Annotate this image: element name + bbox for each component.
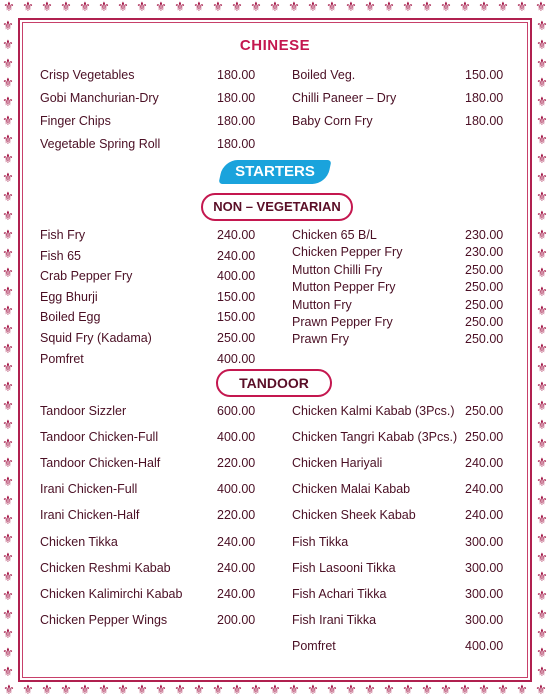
fleur-de-lis-icon: ⚜ xyxy=(536,608,548,623)
fleur-de-lis-icon: ⚜ xyxy=(269,0,281,15)
fleur-de-lis-icon: ⚜ xyxy=(516,0,528,15)
fleur-de-lis-icon: ⚜ xyxy=(536,646,548,661)
fleur-de-lis-icon: ⚜ xyxy=(193,683,205,698)
fleur-de-lis-icon: ⚜ xyxy=(383,683,395,698)
menu-item-price: 400.00 xyxy=(217,430,256,445)
fleur-de-lis-icon: ⚜ xyxy=(536,133,548,148)
fleur-de-lis-icon: ⚜ xyxy=(174,683,186,698)
menu-item-price: 180.00 xyxy=(217,137,256,151)
menu-item-price: 150.00 xyxy=(217,289,256,304)
menu-item-price: 240.00 xyxy=(465,482,504,497)
fleur-de-lis-icon: ⚜ xyxy=(117,0,129,15)
fleur-de-lis-icon: ⚜ xyxy=(2,76,14,91)
menu-item-price: 180.00 xyxy=(465,114,504,128)
fleur-de-lis-icon: ⚜ xyxy=(497,683,509,698)
section-title-starters: STARTERS xyxy=(235,163,315,180)
fleur-de-lis-icon: ⚜ xyxy=(536,380,548,395)
menu-item-name: Boiled Veg. xyxy=(292,68,356,82)
fleur-de-lis-icon: ⚜ xyxy=(536,304,548,319)
fleur-de-lis-icon: ⚜ xyxy=(459,0,471,15)
menu-item-name: Prawn Pepper Fry xyxy=(292,315,393,329)
fleur-de-lis-icon: ⚜ xyxy=(2,589,14,604)
menu-item-price: 240.00 xyxy=(217,586,256,601)
fleur-de-lis-icon: ⚜ xyxy=(269,683,281,698)
fleur-de-lis-icon: ⚜ xyxy=(2,209,14,224)
fleur-de-lis-icon: ⚜ xyxy=(536,38,548,53)
fleur-de-lis-icon: ⚜ xyxy=(421,0,433,15)
menu-item-name: Tandoor Chicken-Half xyxy=(40,456,161,471)
fleur-de-lis-icon: ⚜ xyxy=(2,513,14,528)
menu-item-name: Finger Chips xyxy=(40,114,111,128)
menu-item-price: 180.00 xyxy=(217,68,256,82)
fleur-de-lis-icon: ⚜ xyxy=(536,627,548,642)
fleur-de-lis-icon: ⚜ xyxy=(2,304,14,319)
fleur-de-lis-icon: ⚜ xyxy=(155,683,167,698)
fleur-de-lis-icon: ⚜ xyxy=(459,683,471,698)
fleur-de-lis-icon: ⚜ xyxy=(3,0,15,15)
menu-item-price: 250.00 xyxy=(465,280,504,295)
menu-item-price: 400.00 xyxy=(217,482,256,497)
fleur-de-lis-icon: ⚜ xyxy=(155,0,167,15)
fleur-de-lis-icon: ⚜ xyxy=(536,437,548,452)
fleur-de-lis-icon: ⚜ xyxy=(536,494,548,509)
fleur-de-lis-icon: ⚜ xyxy=(536,266,548,281)
menu-item-name: Chilli Paneer – Dry xyxy=(292,91,397,105)
fleur-de-lis-icon: ⚜ xyxy=(536,456,548,471)
menu-item-price: 300.00 xyxy=(465,560,504,575)
fleur-de-lis-icon: ⚜ xyxy=(3,683,15,698)
fleur-de-lis-icon: ⚜ xyxy=(536,323,548,338)
menu-item-name: Fish Achari Tikka xyxy=(292,586,387,601)
menu-item-price: 200.00 xyxy=(217,612,256,627)
menu-item-name: Fish Lasooni Tikka xyxy=(292,560,396,575)
menu-item-name: Fish Fry xyxy=(40,228,86,242)
fleur-de-lis-icon: ⚜ xyxy=(536,228,548,243)
menu-item-price: 180.00 xyxy=(217,114,256,128)
fleur-de-lis-icon: ⚜ xyxy=(2,361,14,376)
fleur-de-lis-icon: ⚜ xyxy=(440,683,452,698)
fleur-de-lis-icon: ⚜ xyxy=(536,551,548,566)
fleur-de-lis-icon: ⚜ xyxy=(536,190,548,205)
menu-item-price: 250.00 xyxy=(465,430,504,445)
menu-item-price: 240.00 xyxy=(465,508,504,523)
fleur-de-lis-icon: ⚜ xyxy=(402,0,414,15)
menu-item-price: 240.00 xyxy=(217,248,256,263)
fleur-de-lis-icon: ⚜ xyxy=(231,0,243,15)
section-title-tandoor: TANDOOR xyxy=(216,369,332,397)
fleur-de-lis-icon: ⚜ xyxy=(41,0,53,15)
menu-item-price: 150.00 xyxy=(217,310,256,325)
fleur-de-lis-icon: ⚜ xyxy=(536,209,548,224)
menu-item-price: 150.00 xyxy=(465,68,504,82)
fleur-de-lis-icon: ⚜ xyxy=(2,114,14,129)
menu-item-price: 240.00 xyxy=(217,560,256,575)
fleur-de-lis-icon: ⚜ xyxy=(536,513,548,528)
fleur-de-lis-icon: ⚜ xyxy=(174,0,186,15)
fleur-de-lis-icon: ⚜ xyxy=(2,551,14,566)
menu-item-name: Gobi Manchurian-Dry xyxy=(40,91,159,105)
fleur-de-lis-icon: ⚜ xyxy=(250,683,262,698)
fleur-de-lis-icon: ⚜ xyxy=(2,247,14,262)
fleur-de-lis-icon: ⚜ xyxy=(2,19,14,34)
fleur-de-lis-icon: ⚜ xyxy=(98,683,110,698)
fleur-de-lis-icon: ⚜ xyxy=(326,0,338,15)
fleur-de-lis-icon: ⚜ xyxy=(364,683,376,698)
fleur-de-lis-icon: ⚜ xyxy=(536,418,548,433)
fleur-de-lis-icon: ⚜ xyxy=(536,665,548,680)
fleur-de-lis-icon: ⚜ xyxy=(383,0,395,15)
fleur-de-lis-icon: ⚜ xyxy=(364,0,376,15)
fleur-de-lis-icon: ⚜ xyxy=(136,0,148,15)
menu-item-price: 220.00 xyxy=(217,508,256,523)
fleur-de-lis-icon: ⚜ xyxy=(2,190,14,205)
fleur-de-lis-icon: ⚜ xyxy=(2,437,14,452)
menu-item-price: 230.00 xyxy=(465,228,504,242)
menu-item-name: Pomfret xyxy=(292,638,336,653)
menu-item-name: Chicken Kalimirchi Kabab xyxy=(40,586,183,601)
fleur-de-lis-icon: ⚜ xyxy=(536,171,548,186)
fleur-de-lis-icon: ⚜ xyxy=(307,683,319,698)
menu-item-price: 400.00 xyxy=(217,269,256,284)
menu-item-price: 600.00 xyxy=(217,404,256,418)
fleur-de-lis-icon: ⚜ xyxy=(345,683,357,698)
fleur-de-lis-icon: ⚜ xyxy=(2,665,14,680)
menu-item-name: Squid Fry (Kadama) xyxy=(40,331,152,345)
fleur-de-lis-icon: ⚜ xyxy=(2,627,14,642)
fleur-de-lis-icon: ⚜ xyxy=(516,683,528,698)
menu-item-price: 240.00 xyxy=(217,228,256,242)
menu-item-price: 250.00 xyxy=(465,297,504,312)
menu-item-name: Chicken Pepper Fry xyxy=(292,245,403,260)
fleur-de-lis-icon: ⚜ xyxy=(288,683,300,698)
fleur-de-lis-icon: ⚜ xyxy=(2,399,14,414)
menu-item-name: Chicken Tikka xyxy=(40,534,118,549)
menu-item-price: 240.00 xyxy=(217,534,256,549)
fleur-de-lis-icon: ⚜ xyxy=(2,95,14,110)
fleur-de-lis-icon: ⚜ xyxy=(536,247,548,262)
fleur-de-lis-icon: ⚜ xyxy=(60,0,72,15)
menu-item-name: Chicken Malai Kabab xyxy=(292,482,411,497)
menu-item-name: Chicken Reshmi Kabab xyxy=(40,560,171,575)
fleur-de-lis-icon: ⚜ xyxy=(421,683,433,698)
fleur-de-lis-icon: ⚜ xyxy=(536,285,548,300)
menu-item-price: 300.00 xyxy=(465,612,504,627)
fleur-de-lis-icon: ⚜ xyxy=(536,532,548,547)
fleur-de-lis-icon: ⚜ xyxy=(2,475,14,490)
fleur-de-lis-icon: ⚜ xyxy=(2,323,14,338)
fleur-de-lis-icon: ⚜ xyxy=(117,683,129,698)
fleur-de-lis-icon: ⚜ xyxy=(402,683,414,698)
fleur-de-lis-icon: ⚜ xyxy=(2,133,14,148)
menu-item-price: 300.00 xyxy=(465,534,504,549)
menu-item-name: Chicken Kalmi Kabab (3Pcs.) xyxy=(292,404,455,418)
menu-item-name: Irani Chicken-Half xyxy=(40,508,140,523)
section-title-chinese: CHINESE xyxy=(239,37,311,54)
fleur-de-lis-icon: ⚜ xyxy=(2,342,14,357)
fleur-de-lis-icon: ⚜ xyxy=(288,0,300,15)
fleur-de-lis-icon: ⚜ xyxy=(79,683,91,698)
menu-item-name: Chicken Hariyali xyxy=(292,456,383,471)
menu-item-price: 300.00 xyxy=(465,586,504,601)
menu-item-name: Fish Irani Tikka xyxy=(292,612,377,627)
fleur-de-lis-icon: ⚜ xyxy=(2,456,14,471)
fleur-de-lis-icon: ⚜ xyxy=(536,57,548,72)
fleur-de-lis-icon: ⚜ xyxy=(60,683,72,698)
menu-item-name: Pomfret xyxy=(40,351,84,366)
menu-item-price: 400.00 xyxy=(217,351,256,366)
menu-item-price: 220.00 xyxy=(217,456,256,471)
fleur-de-lis-icon: ⚜ xyxy=(536,342,548,357)
menu-item-price: 250.00 xyxy=(465,315,504,329)
fleur-de-lis-icon: ⚜ xyxy=(231,683,243,698)
menu-item-price: 400.00 xyxy=(465,638,504,653)
menu-item-name: Prawn Fry xyxy=(292,332,349,347)
menu-item-name: Chicken Pepper Wings xyxy=(40,612,168,627)
menu-item-name: Boiled Egg xyxy=(40,310,101,325)
section-title-non-vegetarian: NON – VEGETARIAN xyxy=(201,193,353,221)
menu-item-name: Vegetable Spring Roll xyxy=(40,137,161,151)
fleur-de-lis-icon: ⚜ xyxy=(250,0,262,15)
fleur-de-lis-icon: ⚜ xyxy=(2,380,14,395)
fleur-de-lis-icon: ⚜ xyxy=(193,0,205,15)
menu-item-name: Mutton Pepper Fry xyxy=(292,280,396,295)
menu-item-price: 250.00 xyxy=(465,332,504,347)
menu-item-name: Mutton Chilli Fry xyxy=(292,262,383,277)
menu-item-price: 240.00 xyxy=(465,456,504,471)
fleur-de-lis-icon: ⚜ xyxy=(2,266,14,281)
fleur-de-lis-icon: ⚜ xyxy=(497,0,509,15)
fleur-de-lis-icon: ⚜ xyxy=(79,0,91,15)
fleur-de-lis-icon: ⚜ xyxy=(2,570,14,585)
fleur-de-lis-icon: ⚜ xyxy=(535,0,547,15)
menu-item-name: Fish Tikka xyxy=(292,534,349,549)
menu-item-name: Crisp Vegetables xyxy=(40,68,135,82)
fleur-de-lis-icon: ⚜ xyxy=(2,532,14,547)
menu-item-name: Tandoor Sizzler xyxy=(40,404,127,418)
fleur-de-lis-icon: ⚜ xyxy=(536,589,548,604)
fleur-de-lis-icon: ⚜ xyxy=(2,418,14,433)
fleur-de-lis-icon: ⚜ xyxy=(22,0,34,15)
fleur-de-lis-icon: ⚜ xyxy=(536,19,548,34)
fleur-de-lis-icon: ⚜ xyxy=(536,475,548,490)
fleur-de-lis-icon: ⚜ xyxy=(2,57,14,72)
fleur-de-lis-icon: ⚜ xyxy=(307,0,319,15)
fleur-de-lis-icon: ⚜ xyxy=(2,608,14,623)
menu-item-price: 180.00 xyxy=(217,91,256,105)
fleur-de-lis-icon: ⚜ xyxy=(536,152,548,167)
fleur-de-lis-icon: ⚜ xyxy=(536,399,548,414)
menu-item-name: Tandoor Chicken-Full xyxy=(40,430,159,445)
menu-item-price: 180.00 xyxy=(465,91,504,105)
fleur-de-lis-icon: ⚜ xyxy=(536,361,548,376)
fleur-de-lis-icon: ⚜ xyxy=(212,0,224,15)
menu-item-price: 250.00 xyxy=(465,262,504,277)
menu-item-name: Chicken Sheek Kabab xyxy=(292,508,416,523)
menu-item-name: Mutton Fry xyxy=(292,297,352,312)
fleur-de-lis-icon: ⚜ xyxy=(2,228,14,243)
fleur-de-lis-icon: ⚜ xyxy=(535,683,547,698)
menu-item-name: Fish 65 xyxy=(40,248,81,263)
fleur-de-lis-icon: ⚜ xyxy=(536,114,548,129)
fleur-de-lis-icon: ⚜ xyxy=(345,0,357,15)
menu-item-name: Baby Corn Fry xyxy=(292,114,373,128)
menu-item-price: 250.00 xyxy=(217,331,256,345)
menu-item-price: 230.00 xyxy=(465,245,504,260)
fleur-de-lis-icon: ⚜ xyxy=(2,285,14,300)
fleur-de-lis-icon: ⚜ xyxy=(41,683,53,698)
fleur-de-lis-icon: ⚜ xyxy=(136,683,148,698)
menu-item-name: Chicken 65 B/L xyxy=(292,228,377,242)
menu-item-name: Chicken Tangri Kabab (3Pcs.) xyxy=(292,430,458,445)
fleur-de-lis-icon: ⚜ xyxy=(98,0,110,15)
fleur-de-lis-icon: ⚜ xyxy=(2,171,14,186)
fleur-de-lis-icon: ⚜ xyxy=(2,38,14,53)
menu-item-name: Crab Pepper Fry xyxy=(40,269,133,284)
fleur-de-lis-icon: ⚜ xyxy=(478,0,490,15)
menu-item-name: Irani Chicken-Full xyxy=(40,482,138,497)
fleur-de-lis-icon: ⚜ xyxy=(2,646,14,661)
fleur-de-lis-icon: ⚜ xyxy=(212,683,224,698)
fleur-de-lis-icon: ⚜ xyxy=(2,494,14,509)
fleur-de-lis-icon: ⚜ xyxy=(536,570,548,585)
menu-item-price: 250.00 xyxy=(465,404,504,418)
fleur-de-lis-icon: ⚜ xyxy=(536,76,548,91)
fleur-de-lis-icon: ⚜ xyxy=(440,0,452,15)
fleur-de-lis-icon: ⚜ xyxy=(536,95,548,110)
fleur-de-lis-icon: ⚜ xyxy=(22,683,34,698)
menu-item-name: Egg Bhurji xyxy=(40,289,98,304)
fleur-de-lis-icon: ⚜ xyxy=(478,683,490,698)
fleur-de-lis-icon: ⚜ xyxy=(2,152,14,167)
fleur-de-lis-icon: ⚜ xyxy=(326,683,338,698)
